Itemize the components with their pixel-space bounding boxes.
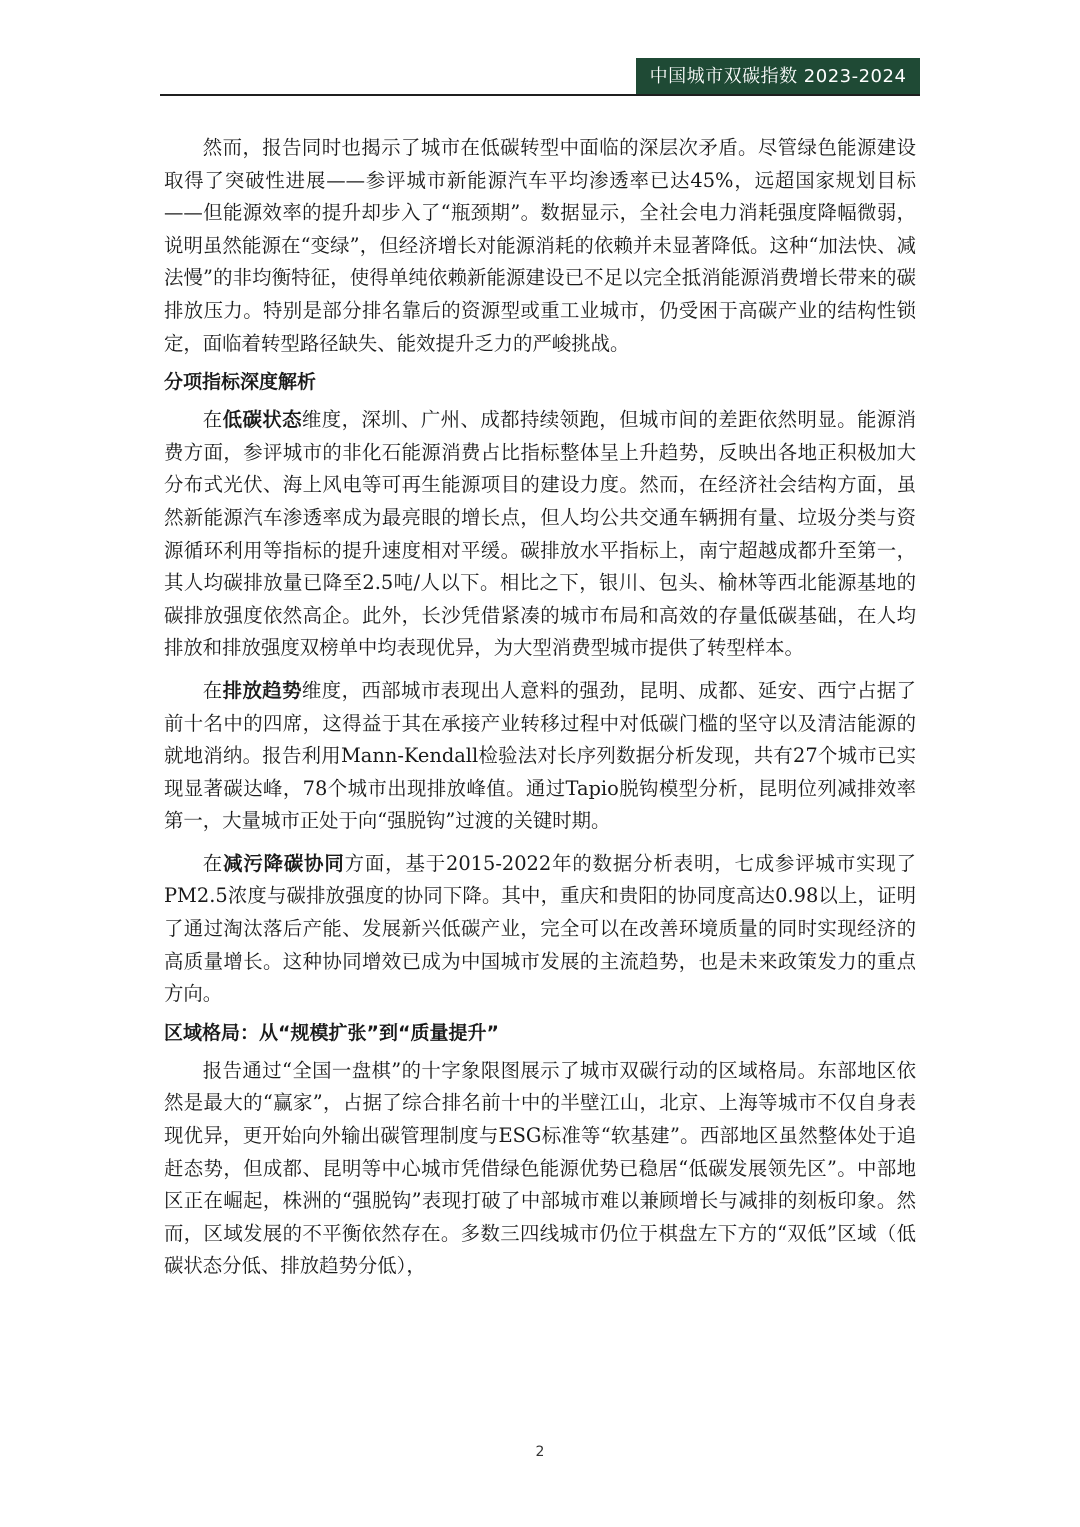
paragraph-pollution-carbon-synergy: [164, 848, 916, 1011]
paragraph-emission-trend: [164, 675, 916, 838]
paragraph-regional-pattern: 报告通过“全国一盘棋”的十字象限图展示了城市双碳行动的区域格局。东部地区依然是最大的“赢家”，占据了综合排名前十中的半壁江山，北京、上海等城市不仅自身表现优异，更开始向外输出碳管理制度与ESG标准等“软基建”。西部地区虽然整体处于追赶态势，但成都、昆明等中心城市凭借绿色能源优势已稳居“低碳发展领先区”。中部地区正在崛起，株洲的“强脱钩”表现打破了中部城市难以兼顾增长与减排的刻板印象。然而，区域发展的不平衡依然存在。多数三四线城市仍位于棋盘左下方的“双低”区域（低碳状态分低、排放趋势分低），: [164, 1058, 916, 1278]
running-header-title: 中国城市双碳指数 2023-2024: [636, 58, 920, 96]
keyword-pollution-carbon-synergy: 减污降碳协同: [223, 851, 345, 875]
paragraph-text: 维度，深圳、广州、成都持续领跑，但城市间的差距依然明显。能源消费方面，参评城市的非化石能源消费占比指标整体呈上升趋势，反映出各地正积极加大分布式光伏、海上风电等可再生能源项目的建设力度。然而，在经济社会结构方面，虽然新能源汽车渗透率成为最亮眼的增长点，但人均公共交通车辆拥有量、垃圾分类与资源循环利用等指标的提升速度相对平缓。碳排放水平指标上，南宁超越成都升至第一，其人均碳排放量已降至2.5吨/人以下。相比之下，银川、包头、榆林等西北能源基地的碳排放强度依然高企。此外，长沙凭借紧凑的城市布局和高效的存量低碳基础，在人均排放和排放强度双榜单中均表现优异，为大型消费型城市提供了转型样本。: [164, 408, 917, 660]
paragraph-text: 维度，西部城市表现出人意料的强劲，昆明、成都、延安、西宁占据了前十名中的四席，这得益于其在承接产业转移过程中对低碳门槛的坚守以及清洁能源的就地消纳。报告利用Mann-Kendall检验法对长序列数据分析发现，共有27个城市已实现显著碳达峰，78个城市出现排放峰值。通过Tapio脱钩模型分析，昆明位列减排效率第一，大量城市正处于向“强脱钩”过渡的关键时期。: [164, 678, 917, 833]
paragraph-challenges: 然而，报告同时也揭示了城市在低碳转型中面临的深层次矛盾。尽管绿色能源建设取得了突破性进展——参评城市新能源汽车平均渗透率已达45%，远超国家规划目标——但能源效率的提升却步入了“瓶颈期”。数据显示，全社会电力消耗强度降幅微弱，说明虽然能源在“变绿”，但经济增长对能源消耗的依赖并未显著降低。这种“加法快、减法慢”的非均衡特征，使得单纯依赖新能源建设已不足以完全抵消能源消费增长带来的碳排放压力。特别是部分排名靠后的资源型或重工业城市，仍受困于高碳产业的结构性锁定，面临着转型路径缺失、能效提升乏力的严峻挑战。: [164, 136, 916, 355]
keyword-low-carbon-status: 低碳状态: [222, 408, 302, 432]
paragraph-text: 方面，基于2015-2022年的数据分析表明，七成参评城市实现了PM2.5浓度与碳排放强度的协同下降。其中，重庆和贵阳的协同度高达0.98以上，证明了通过淘汰落后产能、发展新兴低碳产业，完全可以在改善环境质量的同时实现经济的高质量增长。这种协同增效已成为中国城市发展的主流趋势，也是未来政策发力的重点方向。: [164, 851, 916, 1006]
paragraph-lead: 在: [202, 408, 223, 432]
section-heading-indicators: 分项指标深度解析: [164, 371, 317, 394]
paragraph-lead: 在: [202, 678, 223, 702]
section-heading-regional-pattern: 区域格局：从“规模扩张”到“质量提升”: [164, 1021, 499, 1044]
page-number: 2: [535, 1444, 545, 1460]
keyword-emission-trend: 排放趋势: [222, 678, 302, 702]
header-divider: [160, 94, 920, 96]
paragraph-low-carbon-status: [164, 404, 916, 665]
document-body: [164, 132, 916, 1283]
paragraph-lead: 在: [202, 851, 224, 875]
